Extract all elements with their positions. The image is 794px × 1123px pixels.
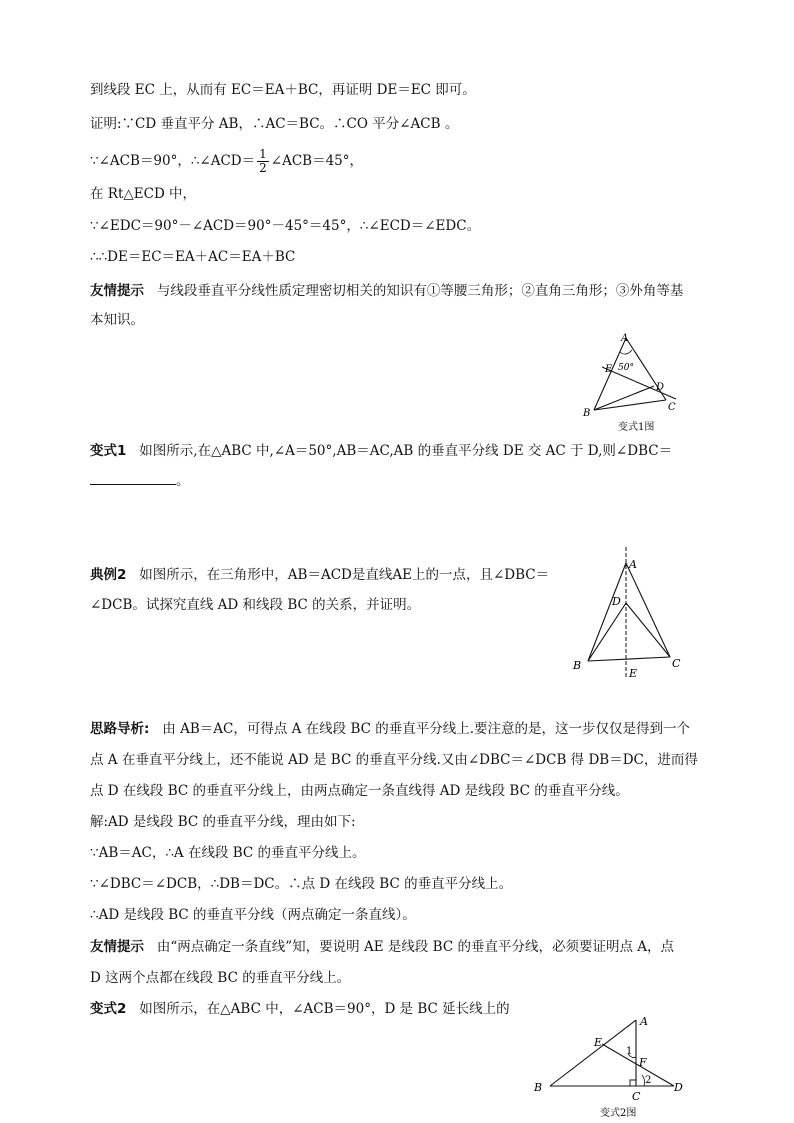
variant-2-label: 变式2 xyxy=(90,1001,127,1017)
example-2-text-2: ∠DCB。试探究直线 AD 和线段 BC 的关系，并证明。 xyxy=(90,597,421,613)
figure-variant-1 xyxy=(578,330,688,440)
text-line-2: 证明:∵CD 垂直平分 AB，∴AC＝BC。∴CO 平分∠ACB 。 xyxy=(90,116,459,132)
example-2 xyxy=(90,565,549,585)
tip-2 xyxy=(90,937,674,957)
fig2-label-b: B xyxy=(573,659,582,672)
fig1-label-b: B xyxy=(583,408,591,419)
text-line-3a: ∵∠ACB＝90°，∴∠ACD＝ xyxy=(90,153,256,169)
solution-line-4: ∴AD 是线段 BC 的垂直平分线（两点确定一条直线）。 xyxy=(90,907,416,923)
fig1-label-angle: 50° xyxy=(618,363,634,373)
tip-1 xyxy=(90,281,683,301)
guide-text-3: 点 D 在线段 BC 的垂直平分线上，由两点确定一条直线得 AD 是线段 BC 的垂直平分线。 xyxy=(90,783,629,799)
fig3-label-d: D xyxy=(674,1081,683,1094)
example-2-text: 如图所示，在三角形中，AB＝ACD是直线AE上的一点，且∠DBC＝ xyxy=(139,567,550,583)
text-line-3 xyxy=(90,148,363,175)
figure-example-2 xyxy=(568,545,688,685)
fig2-label-a: A xyxy=(629,558,637,571)
example-2-label: 典例2 xyxy=(90,567,127,583)
fig3-label-e: E xyxy=(594,1036,603,1049)
text-line-6: ∴∴DE＝EC＝EA＋AC＝EA＋BC xyxy=(90,249,296,265)
tip-1-label: 友情提示 xyxy=(90,283,144,299)
fig2-label-d: D xyxy=(612,595,621,608)
text-line-4: 在 Rt△ECD 中， xyxy=(90,186,197,202)
tip-1-text-2: 本知识。 xyxy=(90,312,144,328)
tip-1-text: 与线段垂直平分线性质定理密切相关的知识有①等腰三角形；②直角三角形；③外角等基 xyxy=(156,283,684,299)
variant-1-text: 如图所示,在△ABC 中,∠A＝50°,AB＝AC,AB 的垂直平分线 DE 交 AC 于 D,则∠DBC＝ xyxy=(139,443,673,459)
fig1-label-c: C xyxy=(668,402,676,413)
fig3-label-b: B xyxy=(534,1081,543,1094)
figure-variant-2 xyxy=(528,1010,688,1122)
fig1-label-d: D xyxy=(656,382,665,393)
solution-line-3: ∵∠DBC＝∠DCB，∴DB＝DC。∴点 D 在线段 BC 的垂直平分线上。 xyxy=(90,876,513,892)
answer-blank xyxy=(90,470,176,485)
variant-2-text: 如图所示，在△ABC 中，∠ACB＝90°，D 是 BC 延长线上的 xyxy=(139,1001,510,1017)
guide-text: 由 AB＝AC，可得点 A 在线段 BC 的垂直平分线上.要注意的是，这一步仅仅是得到一个 xyxy=(162,721,691,737)
variant-2 xyxy=(90,999,510,1019)
guide xyxy=(90,719,690,739)
solution-line-1: 解:AD 是线段 BC 的垂直平分线，理由如下: xyxy=(90,814,356,830)
guide-label: 思路导析: xyxy=(90,721,150,737)
fig1-caption: 变式1图 xyxy=(618,422,655,433)
fig2-label-c: C xyxy=(672,657,681,670)
fraction-denominator: 2 xyxy=(259,161,267,175)
tip-2-text-2: D 这两个点都在线段 BC 的垂直平分线上。 xyxy=(90,970,351,986)
fig2-label-e: E xyxy=(629,667,638,680)
fig1-label-e: E xyxy=(605,364,613,375)
variant-1 xyxy=(90,441,672,461)
text-line-3b: ∠ACB＝45°， xyxy=(270,153,364,169)
fig3-label-a: A xyxy=(640,1015,648,1028)
text-line-1: 到线段 EC 上，从而有 EC＝EA＋BC，再证明 DE＝EC 即可。 xyxy=(90,82,476,98)
fraction-numerator: 1 xyxy=(259,147,267,161)
fig1-label-a: A xyxy=(621,333,629,344)
fig3-label-f: F xyxy=(639,1056,647,1069)
variant-1-answer xyxy=(90,470,190,491)
tip-2-label: 友情提示 xyxy=(90,939,144,955)
fig3-label-1: 1 xyxy=(626,1046,633,1057)
guide-text-2: 点 A 在垂直平分线上，还不能说 AD 是 BC 的垂直平分线.又由∠DBC＝∠DCB 得 DB＝DC，进而得 xyxy=(90,752,698,768)
fraction-half xyxy=(257,148,269,175)
variant-1-end: 。 xyxy=(176,473,190,489)
solution-line-2: ∵AB＝AC，∴A 在线段 BC 的垂直平分线上。 xyxy=(90,845,366,861)
tip-2-text: 由“两点确定一条直线”知，要说明 AE 是线段 BC 的垂直平分线，必须要证明点 A，点 xyxy=(156,939,674,955)
fig3-label-2: 2 xyxy=(645,1075,652,1086)
text-line-5: ∵∠EDC＝90°－∠ACD＝90°－45°＝45°，∴∠ECD＝∠EDC。 xyxy=(90,218,481,234)
fig3-label-c: C xyxy=(632,1090,641,1103)
fig3-caption: 变式2图 xyxy=(600,1108,637,1119)
variant-1-label: 变式1 xyxy=(90,443,127,459)
